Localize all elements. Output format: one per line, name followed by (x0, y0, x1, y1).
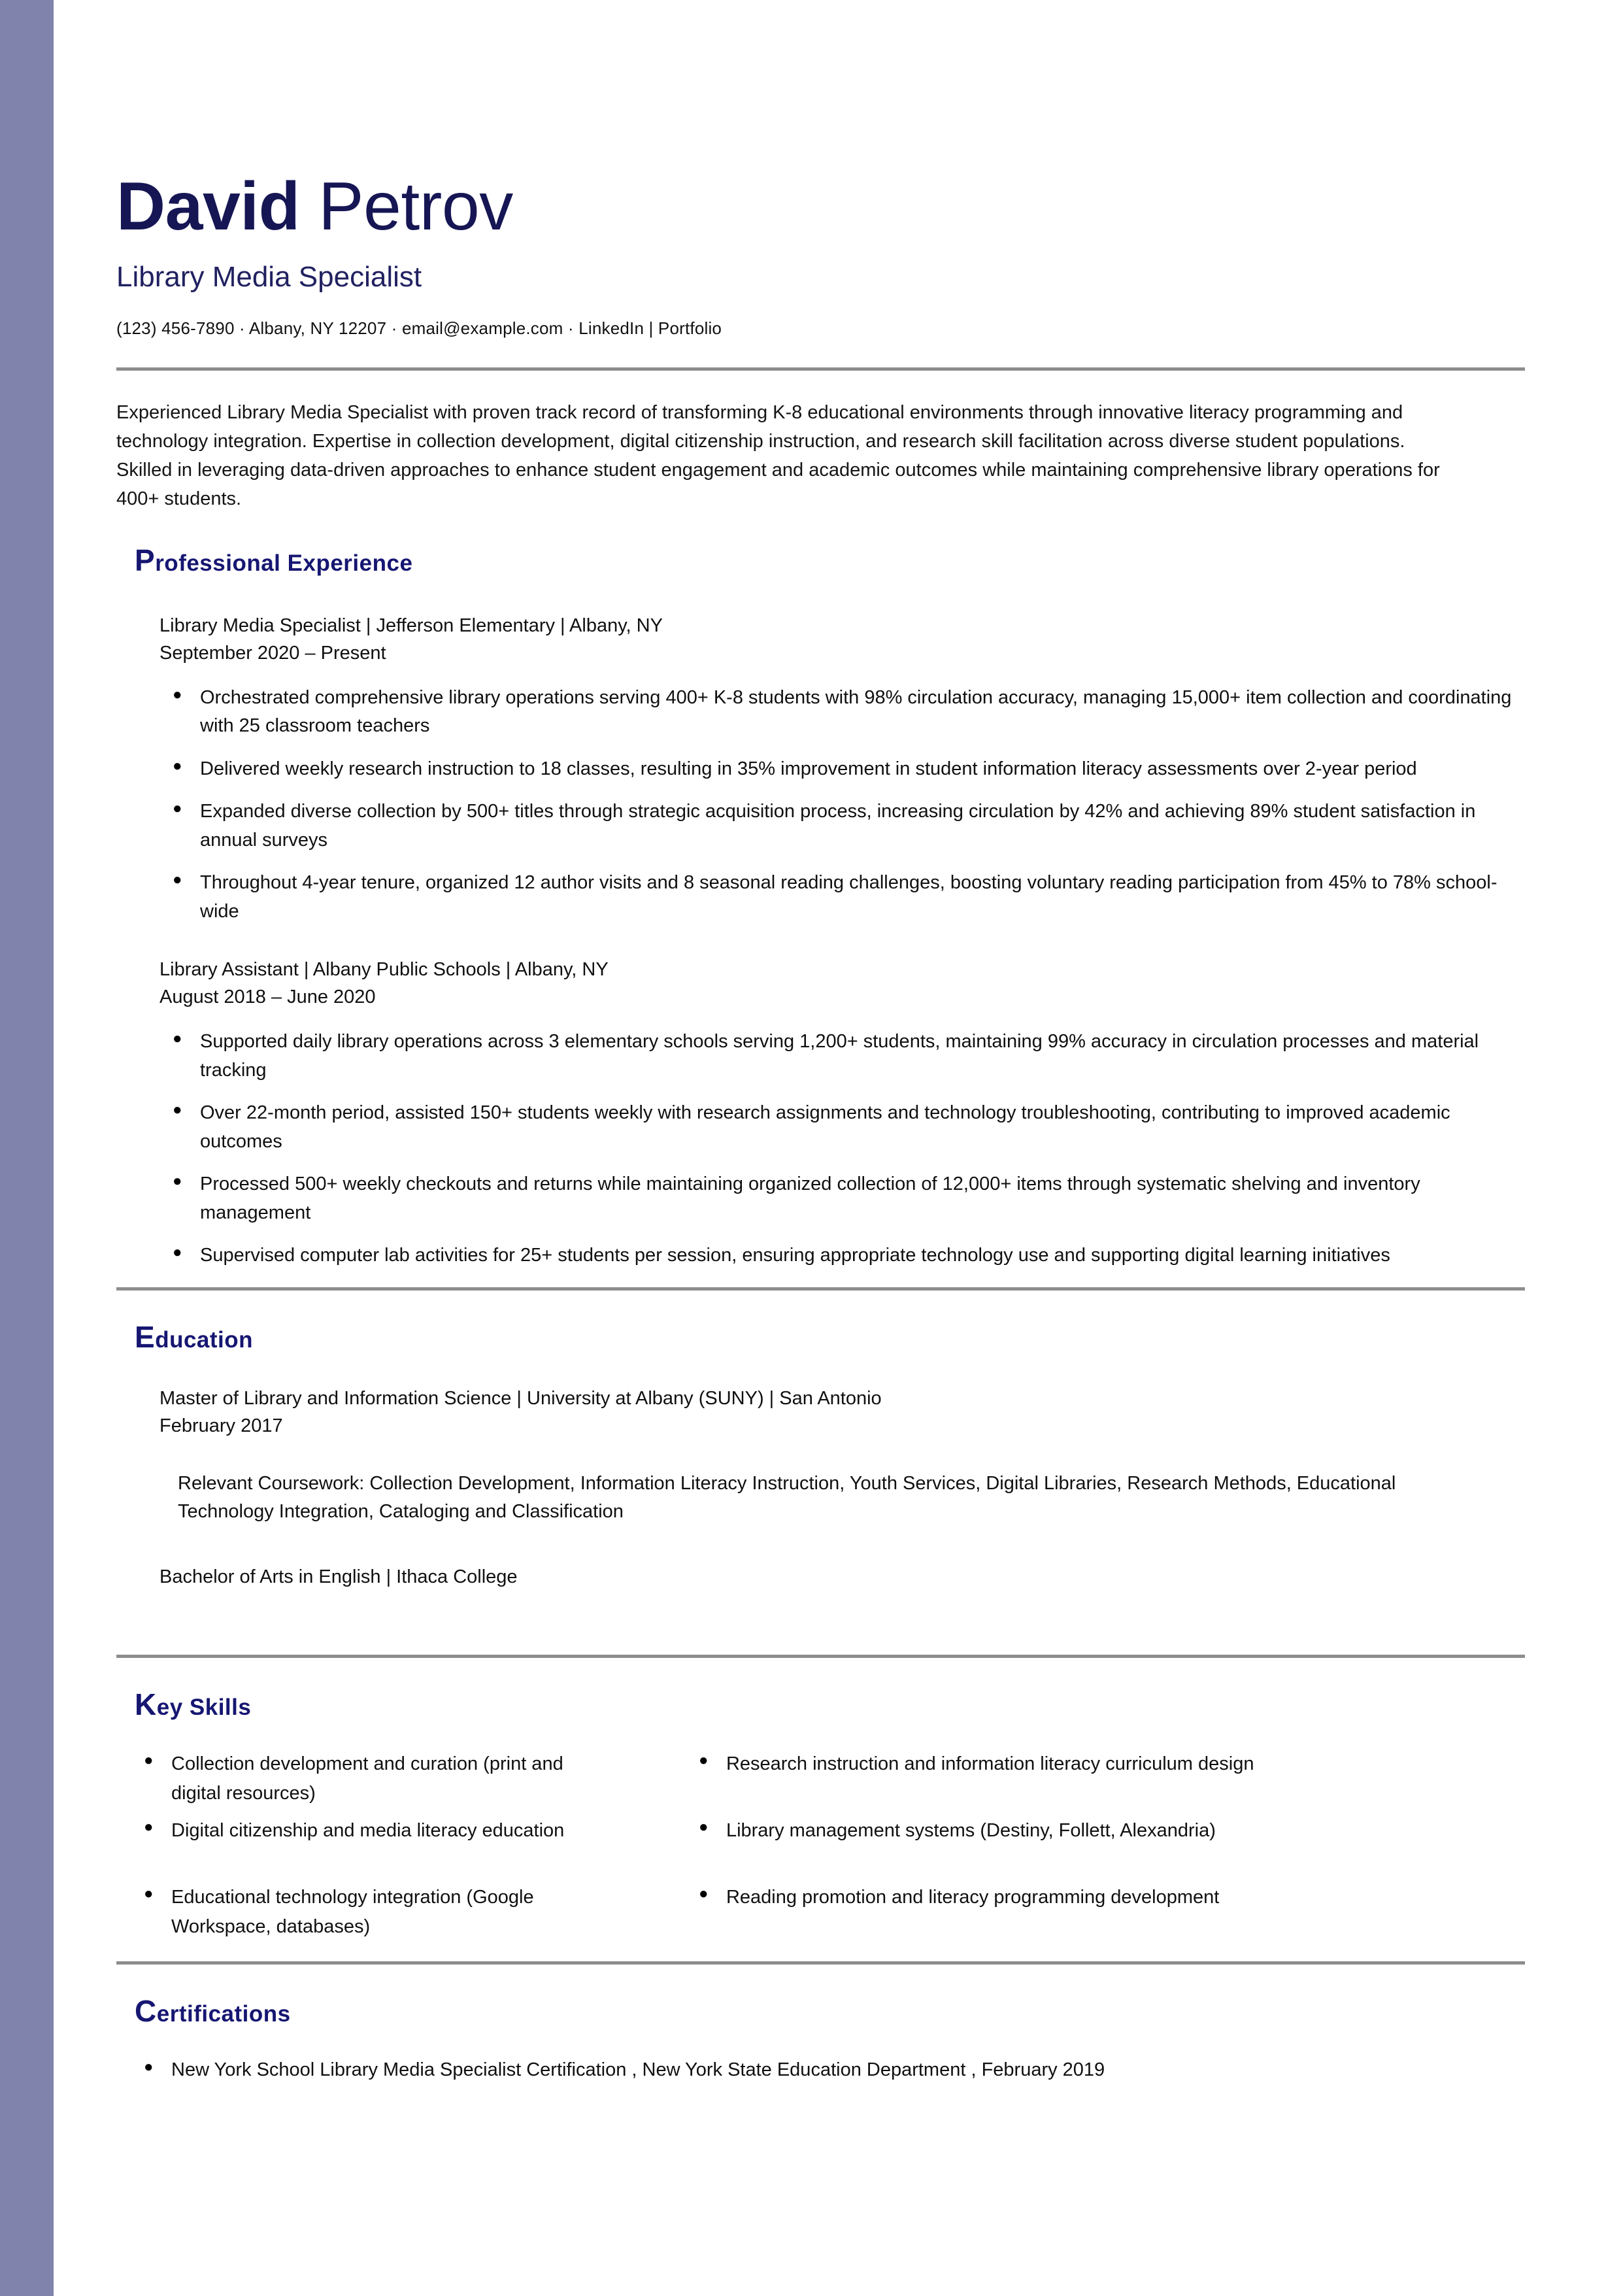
list-item: ● Research instruction and information literacy curriculum design (686, 1749, 1587, 1816)
heading-rest: ertifications (156, 2001, 291, 2027)
list-item: ● Supervised computer lab activities for 25+ students per session, ensuring appropriate technology use and supporting digital learning initiatives (159, 1241, 1514, 1270)
degree-line: Master of Library and Information Science | University at Albany (SUNY) | San Antonio (159, 1387, 882, 1409)
list-item: ● Delivered weekly research instruction to 18 classes, resulting in 35% improvement in student information literacy assessments over 2-year period (159, 755, 1514, 784)
contact-line: (123) 456-7890 · Albany, NY 12207 · email@example.com · LinkedIn | Portfolio (116, 318, 722, 339)
professional-summary: Experienced Library Media Specialist with proven track record of transforming K-8 educational environments through innovative literacy programming and technology integration. Expertise in collection development, digital citizenship instruction, and research skill facilitation across diverse student populations. Skilled in leveraging data-driven approaches to enhance student engagement and academic outcomes while maintaining comprehensive library operations for 400+ students. (116, 402, 1440, 510)
skill-list (131, 1749, 607, 1950)
job-title: Library Media Specialist (116, 261, 422, 294)
job-title-line: Library Assistant | Albany Public Schools | Albany, NY (159, 959, 609, 981)
list-item: ● Orchestrated comprehensive library operations serving 400+ K-8 students with 98% circulation accuracy, managing 15,000+ item collection and coordinating with 25 classroom teachers (159, 684, 1514, 741)
list-item: ● Over 22-month period, assisted 150+ students weekly with research assignments and technology troubleshooting, contributing to improved academic outcomes (159, 1099, 1514, 1156)
section-heading-education (135, 1319, 1587, 1355)
relevant-coursework: Relevant Coursework: Collection Development, Information Literacy Instruction, Youth Services, Digital Libraries, Research Methods, Educational Technology Integration, Cataloging and Classification (178, 1472, 1396, 1523)
key-skills-column-right (686, 1749, 1587, 1950)
skill-list (686, 1749, 1587, 1950)
key-skills-grid (131, 1749, 1587, 1950)
resume-content (116, 0, 1587, 2084)
section-heading-experience (135, 543, 1587, 578)
job-title-line: Library Media Specialist | Jefferson Elementary | Albany, NY (159, 615, 663, 636)
heading-capital: P (135, 543, 156, 577)
education-entry-1 (159, 1385, 1587, 1527)
job-bullets (159, 684, 1587, 926)
education-entry-2 (159, 1563, 1587, 1591)
divider-education (116, 1287, 1525, 1291)
heading-capital: K (135, 1687, 157, 1721)
first-name: David (116, 169, 300, 245)
header-block (116, 0, 1587, 339)
heading-rest: rofessional Experience (155, 550, 413, 576)
key-skills-column-left (131, 1749, 607, 1950)
list-item: ● Throughout 4-year tenure, organized 12 author visits and 8 seasonal reading challenges, boosting voluntary reading participation from 45% to 78% school-wide (159, 869, 1514, 926)
section-heading-certifications (135, 1993, 1587, 2029)
list-item: ● Educational technology integration (Google Workspace, databases) (131, 1883, 607, 1950)
job-date-line: August 2018 – June 2020 (159, 987, 376, 1008)
resume-page (54, 0, 1623, 2296)
list-item: ● Reading promotion and literacy programming development (686, 1883, 1587, 1950)
list-item: ● Digital citizenship and media literacy education (131, 1816, 607, 1883)
divider-key-skills (116, 1655, 1525, 1658)
section-heading-key-skills (135, 1687, 1587, 1722)
list-item: ● Processed 500+ weekly checkouts and returns while maintaining organized collection of 12,000+ items through systematic shelving and inventory management (159, 1170, 1514, 1227)
page-title (116, 171, 1587, 243)
experience-job-2 (159, 956, 1587, 1270)
experience-job-1 (159, 612, 1587, 926)
divider-header (116, 367, 1525, 371)
list-item: ● Collection development and curation (print and digital resources) (131, 1749, 607, 1816)
job-date-line: September 2020 – Present (159, 642, 386, 664)
certifications-list (131, 2056, 1587, 2085)
list-item: ● New York School Library Media Specialist Certification , New York State Education Department , February 2019 (131, 2056, 1587, 2085)
left-accent-bar (0, 0, 54, 2296)
list-item: ● Expanded diverse collection by 500+ titles through strategic acquisition process, increasing circulation by 42% and achieving 89% student satisfaction in annual surveys (159, 798, 1514, 854)
heading-rest: ey Skills (156, 1694, 252, 1720)
last-name: Petrov (299, 169, 513, 245)
job-bullets (159, 1028, 1587, 1270)
list-item: ● Supported daily library operations across 3 elementary schools serving 1,200+ students, maintaining 99% accuracy in circulation processes and material tracking (159, 1028, 1514, 1085)
heading-rest: ducation (155, 1326, 254, 1353)
degree-line: Bachelor of Arts in English | Ithaca College (159, 1566, 518, 1587)
degree-date-line: February 2017 (159, 1415, 283, 1436)
divider-certifications (116, 1961, 1525, 1965)
heading-capital: C (135, 1993, 157, 2028)
heading-capital: E (135, 1319, 156, 1354)
list-item: ● Library management systems (Destiny, Follett, Alexandria) (686, 1816, 1587, 1883)
